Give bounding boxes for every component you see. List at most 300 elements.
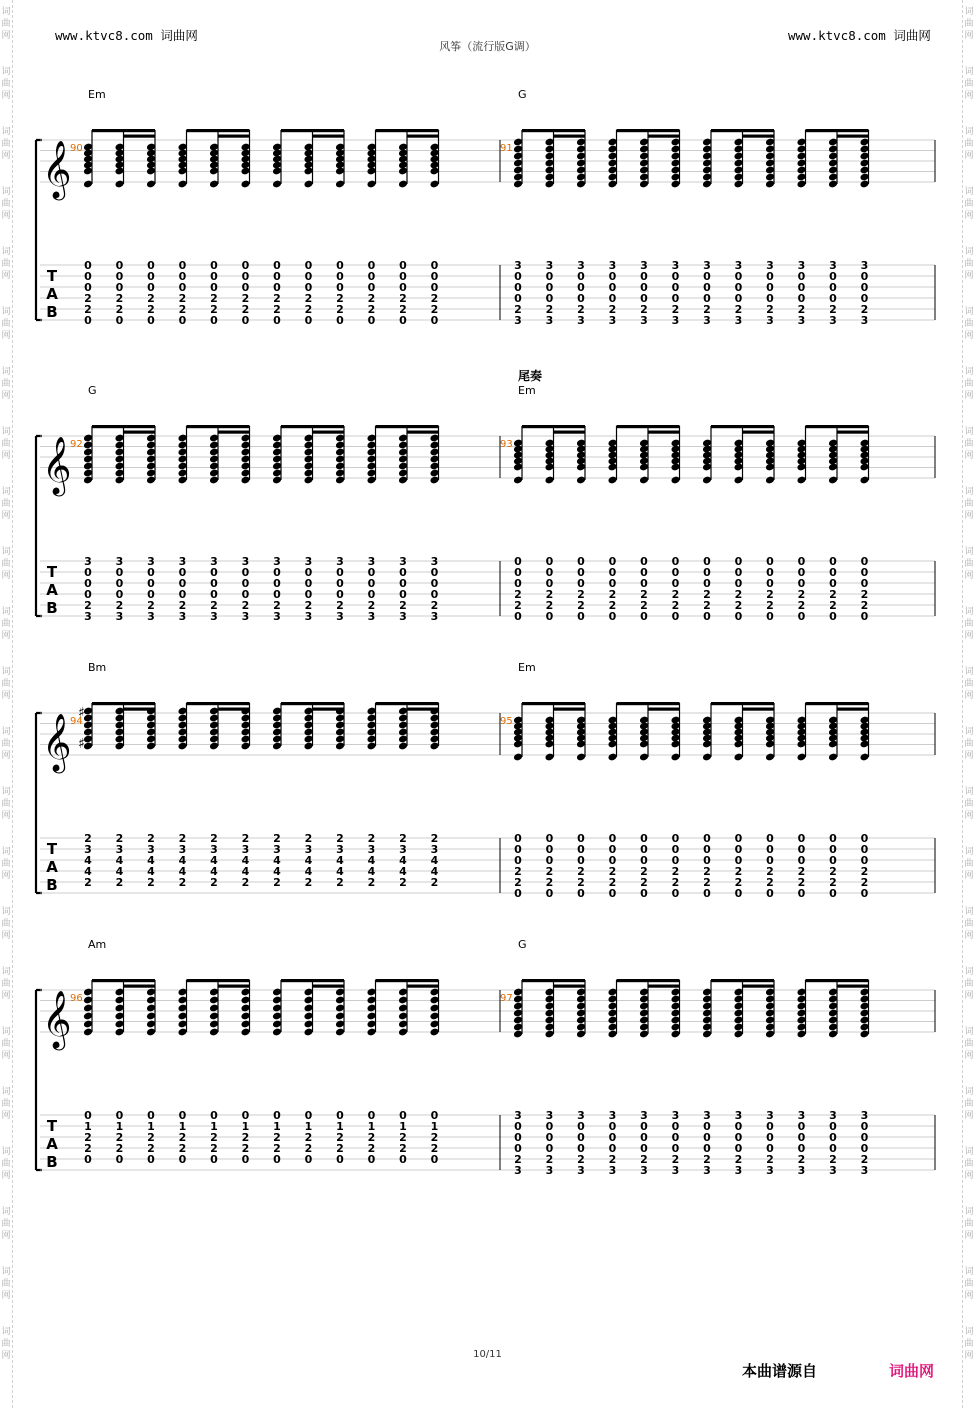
fret-number: 0 xyxy=(115,314,124,327)
fret-number: 2 xyxy=(671,876,680,889)
fret-number: 2 xyxy=(703,865,711,878)
fret-number: 2 xyxy=(577,303,585,316)
fret-number: 2 xyxy=(640,588,648,601)
fret-number: 4 xyxy=(241,865,250,878)
fret-number: 3 xyxy=(545,1164,554,1177)
beam xyxy=(376,979,439,982)
watermark-char: 曲 xyxy=(964,379,974,389)
fret-number: 0 xyxy=(860,854,869,867)
fret-number: 2 xyxy=(545,303,554,316)
fret-number: 0 xyxy=(766,270,774,283)
measure-97 xyxy=(500,938,935,1177)
fret-number: 0 xyxy=(367,259,376,272)
fret-number: 0 xyxy=(545,1142,554,1155)
watermark-char: 词 xyxy=(1,1027,11,1037)
fret-number: 2 xyxy=(608,599,617,612)
watermark-char: 词 xyxy=(964,667,974,677)
watermark-char: 词 xyxy=(964,487,974,497)
fret-number: 0 xyxy=(829,270,837,283)
fret-number: 0 xyxy=(577,854,585,867)
fret-number: 0 xyxy=(241,314,250,327)
watermark-char: 网 xyxy=(1,271,11,281)
fret-number: 2 xyxy=(734,588,743,601)
fret-number: 4 xyxy=(115,854,124,867)
fret-number: 0 xyxy=(703,281,711,294)
fret-number: 0 xyxy=(367,566,376,579)
tab-clef-letter: T xyxy=(46,840,58,858)
watermark-char: 曲 xyxy=(964,259,974,269)
fret-number: 4 xyxy=(304,854,313,867)
watermark-char: 曲 xyxy=(964,139,974,149)
beam-secondary xyxy=(218,431,250,434)
fret-number: 2 xyxy=(430,292,439,305)
watermark-char: 词 xyxy=(1,1207,11,1217)
fret-number: 3 xyxy=(399,610,407,623)
fret-number: 2 xyxy=(304,599,313,612)
system-1 xyxy=(36,88,935,327)
measure-94 xyxy=(70,661,500,893)
fret-number: 0 xyxy=(671,610,680,623)
fret-number: 3 xyxy=(860,259,869,272)
fret-number: 4 xyxy=(147,854,155,867)
fret-number: 3 xyxy=(273,555,281,568)
beam xyxy=(376,129,439,132)
page-title: 风筝（流行版G调） xyxy=(439,40,536,53)
fret-number: 0 xyxy=(273,270,281,283)
fret-number: 0 xyxy=(545,887,554,900)
watermark-char: 词 xyxy=(964,1267,974,1277)
measure-90 xyxy=(70,88,500,327)
fret-number: 3 xyxy=(829,314,837,327)
fret-number: 2 xyxy=(241,292,250,305)
fret-number: 2 xyxy=(210,303,218,316)
beam xyxy=(522,702,585,705)
fret-number: 2 xyxy=(766,588,774,601)
fret-number: 2 xyxy=(797,865,806,878)
fret-number: 3 xyxy=(671,314,680,327)
fret-number: 0 xyxy=(608,832,617,845)
watermark-char: 网 xyxy=(1,1351,11,1361)
fret-number: 2 xyxy=(766,876,774,889)
fret-number: 0 xyxy=(829,610,837,623)
beam-secondary xyxy=(648,135,680,138)
beam xyxy=(806,129,869,132)
fret-number: 0 xyxy=(860,832,869,845)
fret-number: 4 xyxy=(430,854,439,867)
fret-number: 0 xyxy=(829,1120,837,1133)
watermark-char: 曲 xyxy=(1,919,11,929)
fret-number: 2 xyxy=(399,1142,407,1155)
fret-number: 0 xyxy=(608,843,617,856)
fret-number: 0 xyxy=(147,588,155,601)
fret-number: 2 xyxy=(766,303,774,316)
fret-number: 4 xyxy=(399,854,407,867)
watermark-char: 网 xyxy=(964,1051,974,1061)
fret-number: 3 xyxy=(671,1164,680,1177)
fret-number: 0 xyxy=(640,1142,648,1155)
fret-number: 2 xyxy=(178,599,187,612)
fret-number: 4 xyxy=(115,865,124,878)
fret-number: 0 xyxy=(829,832,837,845)
fret-number: 0 xyxy=(671,832,680,845)
fret-number: 2 xyxy=(241,1142,250,1155)
fret-number: 0 xyxy=(178,588,187,601)
watermark-char: 网 xyxy=(1,571,11,581)
fret-number: 3 xyxy=(640,314,648,327)
fret-number: 2 xyxy=(703,599,711,612)
treble-clef-icon: 𝄞 xyxy=(42,713,72,771)
fret-number: 2 xyxy=(84,292,92,305)
watermark-char: 词 xyxy=(1,187,11,197)
chord-name: Am xyxy=(88,938,107,951)
fret-number: 0 xyxy=(399,259,407,272)
fret-number: 0 xyxy=(545,555,554,568)
fret-number: 3 xyxy=(115,555,124,568)
beam xyxy=(92,979,155,982)
beam-secondary xyxy=(554,431,586,434)
fret-number: 1 xyxy=(430,1120,439,1133)
fret-number: 0 xyxy=(640,292,648,305)
beam xyxy=(711,425,774,428)
watermark-char: 网 xyxy=(964,811,974,821)
measure-number: 94 xyxy=(70,716,83,727)
fret-number: 0 xyxy=(608,887,617,900)
beam-secondary xyxy=(124,708,156,711)
fret-number: 2 xyxy=(797,303,806,316)
watermark-char: 词 xyxy=(1,247,11,257)
fret-number: 0 xyxy=(608,577,617,590)
fret-number: 2 xyxy=(336,832,344,845)
fret-number: 0 xyxy=(671,1120,680,1133)
fret-number: 0 xyxy=(514,887,522,900)
fret-number: 0 xyxy=(545,610,554,623)
fret-number: 2 xyxy=(797,1153,806,1166)
fret-number: 0 xyxy=(703,555,711,568)
fret-number: 0 xyxy=(766,281,774,294)
fret-number: 0 xyxy=(766,887,774,900)
beam-secondary xyxy=(554,135,586,138)
fret-number: 0 xyxy=(367,281,376,294)
fret-number: 0 xyxy=(399,281,407,294)
watermark-char: 曲 xyxy=(1,259,11,269)
beam xyxy=(376,702,439,705)
fret-number: 4 xyxy=(210,865,218,878)
watermark-char: 词 xyxy=(964,1327,974,1337)
fret-number: 0 xyxy=(304,588,313,601)
fret-number: 2 xyxy=(640,876,648,889)
fret-number: 2 xyxy=(84,599,92,612)
fret-number: 3 xyxy=(84,610,92,623)
fret-number: 0 xyxy=(147,314,155,327)
watermark-char: 曲 xyxy=(1,1039,11,1049)
fret-number: 0 xyxy=(671,281,680,294)
fret-number: 4 xyxy=(241,854,250,867)
beam xyxy=(281,425,344,428)
fret-number: 0 xyxy=(577,566,585,579)
fret-number: 0 xyxy=(734,832,743,845)
watermark-char: 词 xyxy=(964,1027,974,1037)
chord-name: G xyxy=(518,88,527,101)
beam xyxy=(92,129,155,132)
fret-number: 1 xyxy=(210,1120,218,1133)
watermark-char: 网 xyxy=(1,1231,11,1241)
fret-number: 0 xyxy=(577,270,585,283)
fret-number: 3 xyxy=(829,259,837,272)
fret-number: 0 xyxy=(178,1153,187,1166)
fret-number: 3 xyxy=(766,1164,774,1177)
fret-number: 0 xyxy=(671,566,680,579)
fret-number: 4 xyxy=(399,865,407,878)
fret-number: 2 xyxy=(210,832,218,845)
fret-number: 3 xyxy=(336,555,344,568)
fret-number: 3 xyxy=(608,314,617,327)
watermark-char: 网 xyxy=(964,391,974,401)
watermark-char: 网 xyxy=(964,751,974,761)
beam xyxy=(187,129,250,132)
fret-number: 2 xyxy=(115,876,124,889)
fret-number: 0 xyxy=(84,314,92,327)
watermark-char: 词 xyxy=(1,607,11,617)
fret-number: 0 xyxy=(336,566,344,579)
fret-number: 0 xyxy=(577,610,585,623)
fret-number: 0 xyxy=(115,1109,124,1122)
fret-number: 2 xyxy=(178,1142,187,1155)
watermark-char: 网 xyxy=(1,1291,11,1301)
fret-number: 2 xyxy=(829,599,837,612)
fret-number: 0 xyxy=(766,1142,774,1155)
fret-number: 3 xyxy=(797,259,806,272)
beam-secondary xyxy=(648,985,680,988)
tab-clef-letter: A xyxy=(46,285,58,303)
fret-number: 0 xyxy=(336,314,344,327)
watermark-char: 曲 xyxy=(1,1219,11,1229)
fret-number: 0 xyxy=(734,555,743,568)
fret-number: 2 xyxy=(797,876,806,889)
watermark-char: 网 xyxy=(964,151,974,161)
watermark-char: 词 xyxy=(964,67,974,77)
fret-number: 2 xyxy=(147,832,155,845)
fret-number: 2 xyxy=(178,876,187,889)
tab-clef-letter: B xyxy=(46,876,58,894)
beam xyxy=(806,979,869,982)
fret-number: 2 xyxy=(273,876,281,889)
fret-number: 3 xyxy=(430,843,439,856)
fret-number: 0 xyxy=(577,1131,585,1144)
fret-number: 2 xyxy=(304,303,313,316)
fret-number: 4 xyxy=(430,865,439,878)
fret-number: 0 xyxy=(703,843,711,856)
fret-number: 0 xyxy=(304,1109,313,1122)
fret-number: 0 xyxy=(241,270,250,283)
fret-number: 2 xyxy=(210,876,218,889)
watermark-char: 词 xyxy=(964,607,974,617)
watermark-char: 网 xyxy=(1,391,11,401)
fret-number: 0 xyxy=(829,555,837,568)
fret-number: 0 xyxy=(860,843,869,856)
watermark-char: 曲 xyxy=(964,439,974,449)
fret-number: 0 xyxy=(577,577,585,590)
fret-number: 0 xyxy=(608,566,617,579)
fret-number: 2 xyxy=(734,599,743,612)
fret-number: 0 xyxy=(640,270,648,283)
fret-number: 0 xyxy=(671,1131,680,1144)
fret-number: 0 xyxy=(734,281,743,294)
section-label: 尾奏 xyxy=(518,369,543,383)
fret-number: 0 xyxy=(797,555,806,568)
fret-number: 2 xyxy=(829,876,837,889)
watermark-char: 曲 xyxy=(964,1099,974,1109)
beam-secondary xyxy=(124,431,156,434)
fret-number: 2 xyxy=(829,865,837,878)
fret-number: 2 xyxy=(734,1153,743,1166)
fret-number: 0 xyxy=(241,566,250,579)
fret-number: 3 xyxy=(734,259,743,272)
fret-number: 3 xyxy=(766,259,774,272)
fret-number: 3 xyxy=(514,314,522,327)
fret-number: 0 xyxy=(608,1142,617,1155)
fret-number: 0 xyxy=(608,281,617,294)
watermark-char: 网 xyxy=(964,871,974,881)
fret-number: 0 xyxy=(734,1131,743,1144)
beam-secondary xyxy=(837,135,869,138)
fret-number: 2 xyxy=(545,1153,554,1166)
fret-number: 0 xyxy=(703,566,711,579)
fret-number: 1 xyxy=(115,1120,124,1133)
fret-number: 0 xyxy=(640,843,648,856)
fret-number: 2 xyxy=(304,1131,313,1144)
fret-number: 1 xyxy=(273,1120,281,1133)
fret-number: 0 xyxy=(703,832,711,845)
watermark-char: 曲 xyxy=(964,799,974,809)
fret-number: 0 xyxy=(797,1142,806,1155)
fret-number: 2 xyxy=(241,876,250,889)
fret-number: 0 xyxy=(797,854,806,867)
measure-91 xyxy=(500,88,935,327)
fret-number: 2 xyxy=(608,865,617,878)
fret-number: 2 xyxy=(430,1142,439,1155)
fret-number: 0 xyxy=(210,566,218,579)
beam xyxy=(281,979,344,982)
fret-number: 0 xyxy=(640,1120,648,1133)
fret-number: 2 xyxy=(514,1153,522,1166)
fret-number: 0 xyxy=(640,832,648,845)
fret-number: 2 xyxy=(147,599,155,612)
fret-number: 3 xyxy=(178,610,187,623)
fret-number: 3 xyxy=(241,555,250,568)
fret-number: 0 xyxy=(671,843,680,856)
fret-number: 3 xyxy=(273,610,281,623)
fret-number: 0 xyxy=(178,270,187,283)
fret-number: 0 xyxy=(241,259,250,272)
fret-number: 0 xyxy=(608,610,617,623)
fret-number: 3 xyxy=(178,555,187,568)
fret-number: 0 xyxy=(671,292,680,305)
watermark-char: 网 xyxy=(1,931,11,941)
fret-number: 0 xyxy=(545,281,554,294)
watermark-char: 词 xyxy=(1,427,11,437)
fret-number: 2 xyxy=(399,292,407,305)
fret-number: 3 xyxy=(797,1109,806,1122)
fret-number: 0 xyxy=(367,1153,376,1166)
fret-number: 2 xyxy=(797,588,806,601)
fret-number: 3 xyxy=(860,314,869,327)
watermark-char: 曲 xyxy=(964,199,974,209)
fret-number: 0 xyxy=(860,281,869,294)
fret-number: 1 xyxy=(336,1120,344,1133)
fret-number: 0 xyxy=(430,1153,439,1166)
fret-number: 0 xyxy=(367,577,376,590)
beam xyxy=(187,425,250,428)
fret-number: 0 xyxy=(860,887,869,900)
fret-number: 0 xyxy=(115,577,124,590)
fret-number: 0 xyxy=(84,566,92,579)
fret-number: 0 xyxy=(399,566,407,579)
watermark-char: 网 xyxy=(964,271,974,281)
fret-number: 0 xyxy=(399,588,407,601)
watermark-char: 词 xyxy=(964,7,974,17)
fret-number: 0 xyxy=(115,566,124,579)
fret-number: 2 xyxy=(734,303,743,316)
fret-number: 0 xyxy=(577,1142,585,1155)
beam xyxy=(617,979,680,982)
fret-number: 0 xyxy=(766,577,774,590)
fret-number: 0 xyxy=(766,843,774,856)
watermark-char: 曲 xyxy=(964,19,974,29)
fret-number: 0 xyxy=(860,1142,869,1155)
fret-number: 2 xyxy=(210,292,218,305)
fret-number: 0 xyxy=(430,314,439,327)
fret-number: 3 xyxy=(367,843,376,856)
fret-number: 3 xyxy=(514,1164,522,1177)
fret-number: 0 xyxy=(514,1131,522,1144)
fret-number: 0 xyxy=(797,887,806,900)
beam xyxy=(711,129,774,132)
chord-name: Em xyxy=(518,661,536,674)
fret-number: 2 xyxy=(766,865,774,878)
fret-number: 0 xyxy=(115,259,124,272)
system-3 xyxy=(36,661,935,900)
beam xyxy=(522,425,585,428)
fret-number: 2 xyxy=(608,588,617,601)
fret-number: 0 xyxy=(640,281,648,294)
fret-number: 3 xyxy=(640,259,648,272)
fret-number: 2 xyxy=(273,303,281,316)
fret-number: 3 xyxy=(273,843,281,856)
beam xyxy=(711,979,774,982)
tab-clef-letter: A xyxy=(46,1135,58,1153)
fret-number: 2 xyxy=(703,303,711,316)
chord-name: G xyxy=(88,384,97,397)
fret-number: 2 xyxy=(210,1131,218,1144)
watermark-char: 曲 xyxy=(964,1219,974,1229)
fret-number: 3 xyxy=(399,555,407,568)
fret-number: 2 xyxy=(367,832,376,845)
fret-number: 2 xyxy=(147,1131,155,1144)
fret-number: 0 xyxy=(545,270,554,283)
fret-number: 4 xyxy=(84,854,92,867)
fret-number: 2 xyxy=(671,303,680,316)
source-site: 词曲网 xyxy=(889,1362,935,1380)
watermark-char: 曲 xyxy=(1,79,11,89)
fret-number: 0 xyxy=(273,588,281,601)
fret-number: 0 xyxy=(336,1109,344,1122)
fret-number: 0 xyxy=(671,854,680,867)
fret-number: 3 xyxy=(84,555,92,568)
watermark-char: 词 xyxy=(964,187,974,197)
fret-number: 3 xyxy=(703,1164,711,1177)
sharp-icon: ♯ xyxy=(78,736,85,752)
watermark-char: 网 xyxy=(964,91,974,101)
